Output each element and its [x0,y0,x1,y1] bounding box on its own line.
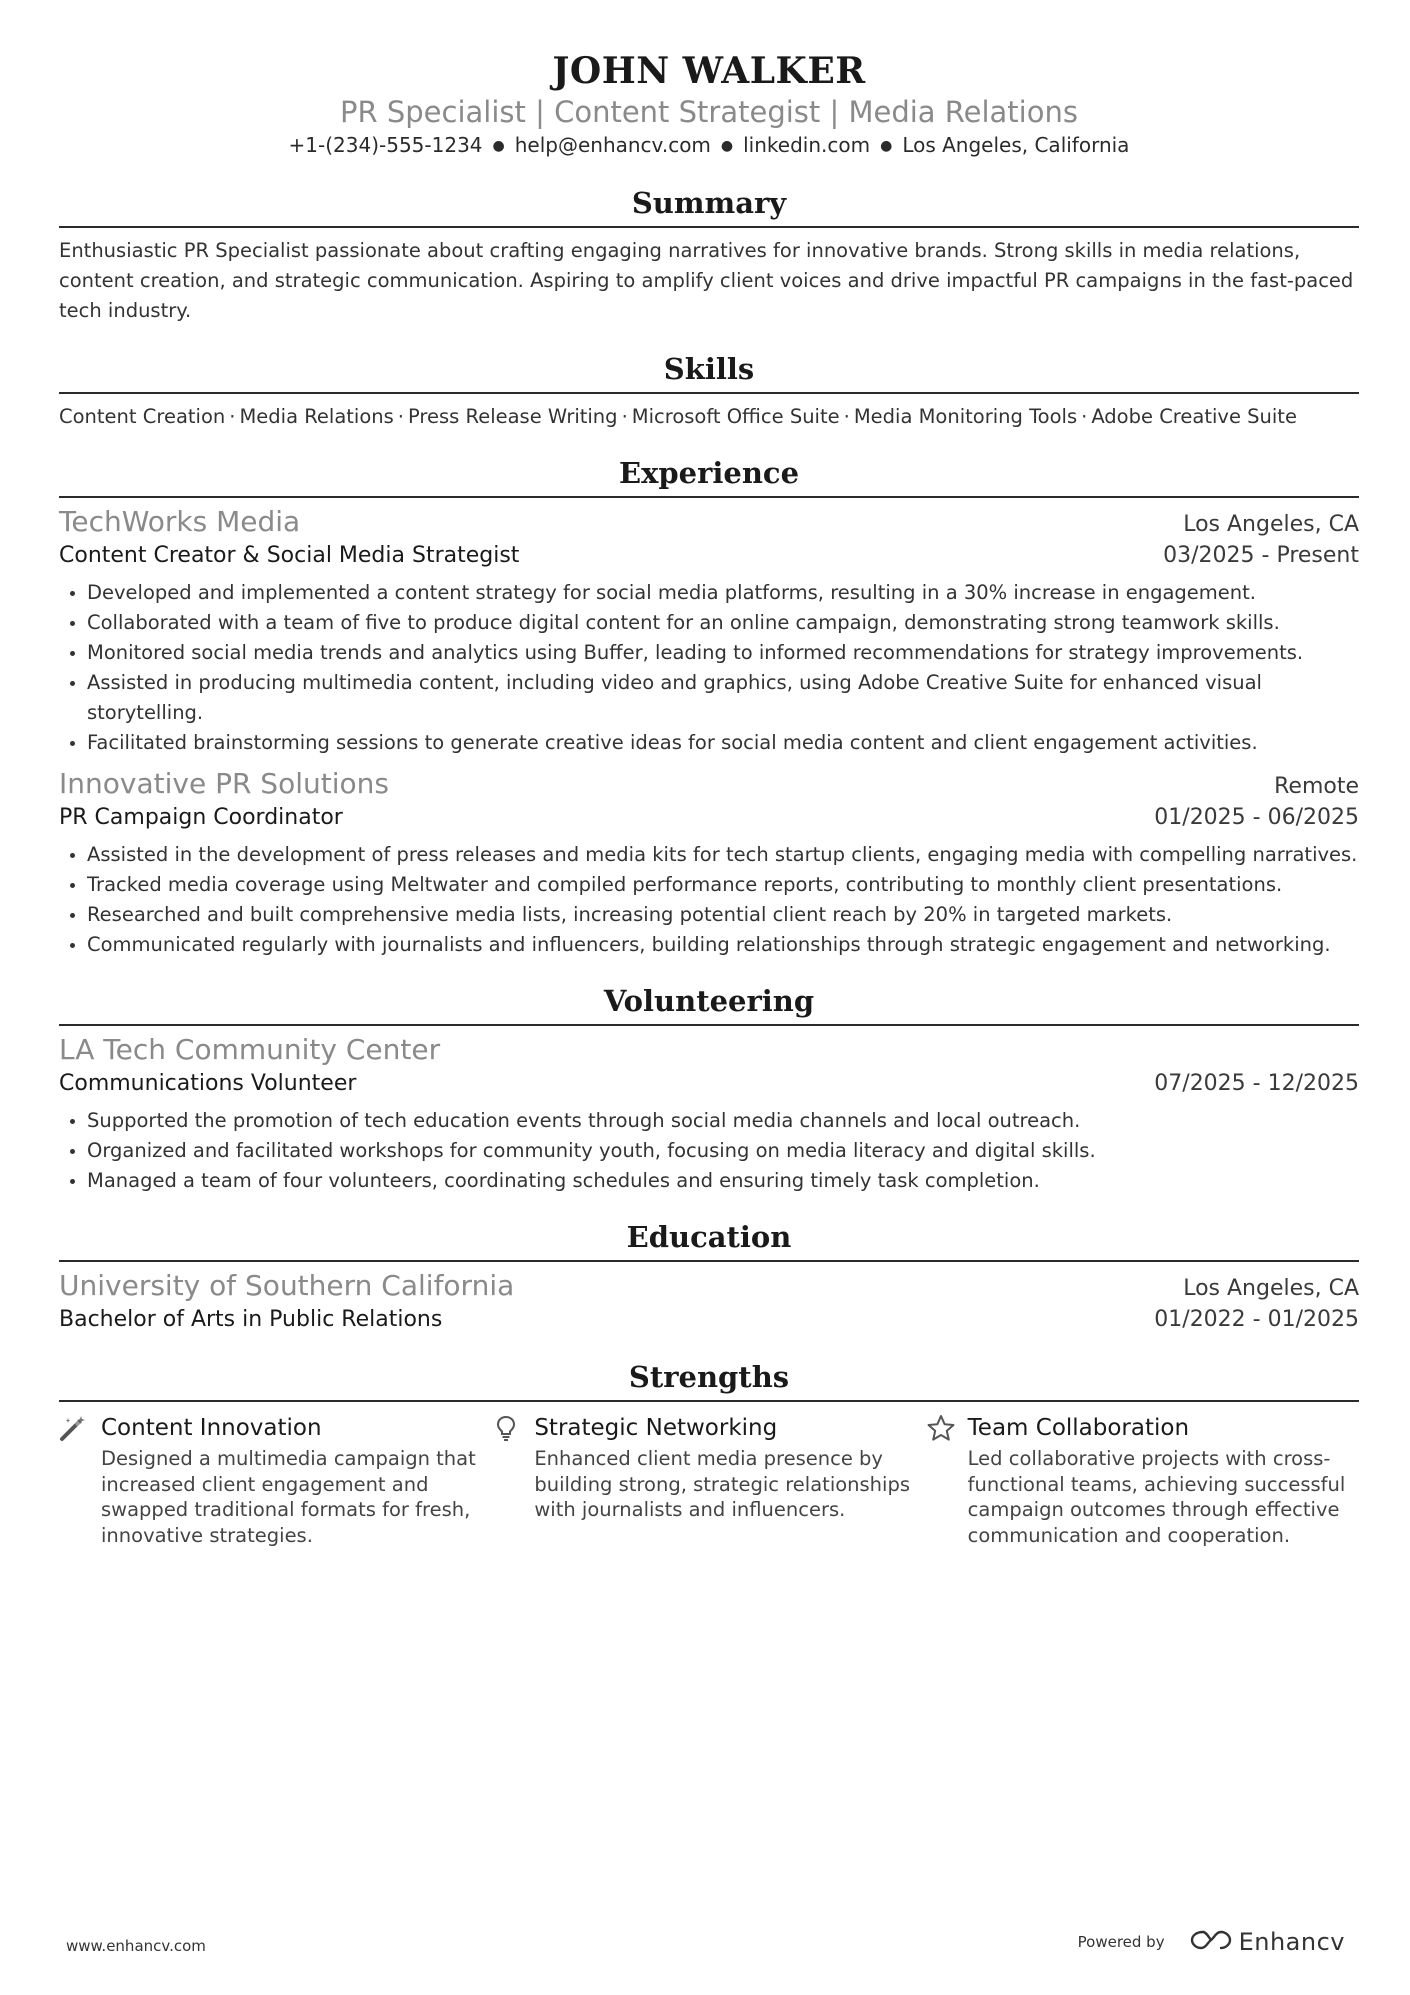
strengths-heading: Strengths [628,1360,790,1394]
job-bullets [59,840,1359,960]
volunteer-role: Communications Volunteer [59,1071,357,1096]
job-bullets [59,578,1359,758]
separator-dot: ● [880,138,893,154]
section-divider [59,496,1359,498]
job-entry [59,504,1359,758]
bullet-item: • Assisted in producing multimedia content, including video and graphics, using Adobe Creative Suite for enhanced visual storytelling. [87,668,1359,728]
skill-item: Content Creation [59,405,226,428]
summary-section [59,184,1359,326]
volunteer-org: LA Tech Community Center [59,1033,441,1066]
section-divider [59,392,1359,394]
skills-heading: Skills [663,352,755,386]
bullet-item: • Assisted in the development of press releases and media kits for tech startup clients, engaging media with compelling narratives. [87,840,1359,870]
education-section [59,1218,1359,1336]
candidate-name: JOHN WALKER [552,50,866,92]
bullet-item: • Tracked media coverage using Meltwater and compiled performance reports, contributing to monthly client presentations. [87,870,1359,900]
education-dates: 01/2022 - 01/2025 [1154,1307,1359,1332]
volunteer-dates: 07/2025 - 12/2025 [1154,1071,1359,1096]
phone: +1-(234)-555-1234 [288,133,483,157]
job-entry [59,766,1359,960]
strength-title: Strategic Networking [534,1415,778,1441]
volunteering-section [59,982,1359,1196]
footer-branding [1078,1928,1345,1956]
email-link[interactable]: help@enhancv.com [514,133,711,157]
section-divider [59,226,1359,228]
strength-item [926,1412,1359,1548]
bullet-item: • Managed a team of four volunteers, coordinating schedules and ensuring timely task completion. [87,1166,1359,1196]
powered-by-label: Powered by [1077,1933,1165,1951]
experience-section [59,454,1359,960]
separator-dot: ● [720,138,734,154]
enhancv-logo-icon [1189,1928,1233,1956]
experience-heading: Experience [618,456,800,490]
skill-item: Microsoft Office Suite [631,405,840,428]
strengths-section [59,1358,1359,1548]
strength-description: Enhanced client media presence by building strong, strategic relationships with journalists and influencers. [534,1447,910,1521]
location: Los Angeles, California [902,133,1130,157]
magic-wand-icon [59,1412,101,1548]
education-heading: Education [626,1220,792,1254]
skill-item: Adobe Creative Suite [1091,405,1297,428]
bullet-item: • Supported the promotion of tech education events through social media channels and local outreach. [87,1106,1359,1136]
company-name: Innovative PR Solutions [59,767,389,800]
summary-heading: Summary [631,186,787,220]
school-location: Los Angeles, CA [1183,1276,1359,1301]
job-role: Content Creator & Social Media Strategist [59,543,520,568]
degree: Bachelor of Arts in Public Relations [59,1307,443,1332]
job-location: Remote [1274,774,1359,799]
job-dates: 01/2025 - 06/2025 [1154,805,1359,830]
lightbulb-icon [492,1412,534,1548]
bullet-item: • Researched and built comprehensive media lists, increasing potential client reach by 20% in targeted markets. [87,900,1359,930]
brand-name: Enhancv [1238,1928,1345,1956]
resume-page [59,0,1359,1548]
strength-item [59,1412,492,1548]
bullet-item: • Communicated regularly with journalists and influencers, building relationships through strategic engagement and networking. [87,930,1359,960]
strength-item [492,1412,925,1548]
strength-description: Designed a multimedia campaign that increased client engagement and swapped traditional formats for fresh, innovative strategies. [101,1447,476,1547]
candidate-title: PR Specialist | Content Strategist | Media Relations [340,95,1078,129]
bullet-item: • Facilitated brainstorming sessions to generate creative ideas for social media content and client engagement activities. [87,728,1359,758]
linkedin-link[interactable]: linkedin.com [743,133,871,157]
skills-section [59,350,1359,432]
section-divider [59,1400,1359,1402]
bullet-item: • Monitored social media trends and analytics using Buffer, leading to informed recommendations for strategy improvements. [87,638,1359,668]
bullet-item: • Collaborated with a team of five to produce digital content for an online campaign, demonstrating strong teamwork skills. [87,608,1359,638]
job-location: Los Angeles, CA [1183,512,1359,537]
job-dates: 03/2025 - Present [1163,543,1359,568]
summary-text: Enthusiastic PR Specialist passionate about crafting engaging narratives for innovative brands. Strong skills in media relations, content creation, and strategic communication. Aspiring to amplify client voices and drive impactful PR campaigns in the fast-paced tech industry. [59,239,1354,322]
skill-item: Press Release Writing [408,405,618,428]
company-name: TechWorks Media [59,505,301,538]
strength-title: Team Collaboration [967,1415,1190,1441]
skill-item: Media Monitoring Tools [853,405,1078,428]
star-icon [926,1412,968,1548]
section-divider [59,1024,1359,1026]
strengths-grid [59,1412,1359,1548]
strength-title: Content Innovation [101,1415,322,1441]
strength-description: Led collaborative projects with cross-functional teams, achieving successful campaign outcomes through effective communication and cooperation. [967,1447,1346,1547]
school-name: University of Southern California [59,1269,515,1302]
bullet-item: • Organized and facilitated workshops for community youth, focusing on media literacy and digital skills. [87,1136,1359,1166]
footer-website[interactable]: www.enhancv.com [66,1937,206,1955]
bullet-item: • Developed and implemented a content strategy for social media platforms, resulting in a 30% increase in engagement. [87,578,1359,608]
volunteering-heading: Volunteering [603,984,815,1018]
skills-list: Content Creation · Media Relations · Press Release Writing · Microsoft Office Suite · Media Monitoring Tools · Adobe Creative Suite [59,405,1297,428]
separator-dot: ● [492,138,505,154]
job-role: PR Campaign Coordinator [59,805,343,830]
skill-item: Media Relations [239,405,394,428]
contact-line [59,131,1359,162]
volunteer-bullets [59,1106,1359,1196]
volunteer-entry [59,1032,1359,1196]
education-entry [59,1268,1359,1336]
section-divider [59,1260,1359,1262]
